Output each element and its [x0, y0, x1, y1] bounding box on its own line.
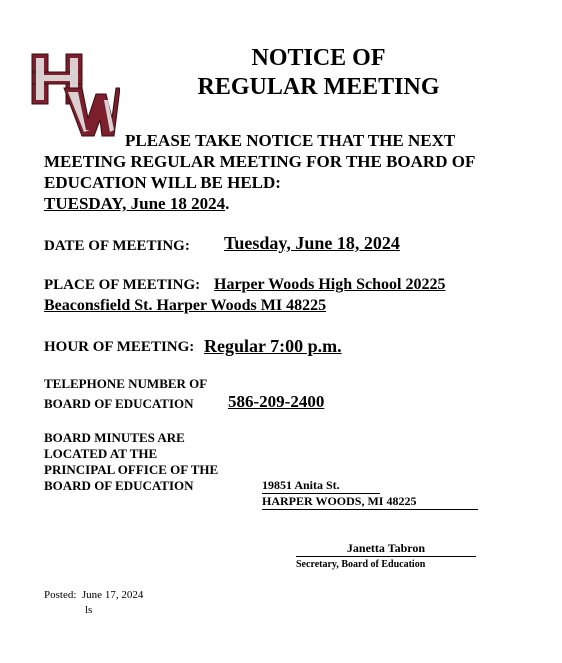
minutes-address-line-2: [262, 494, 478, 510]
minutes-line-2: LOCATED AT THE: [44, 446, 158, 461]
date-label: DATE OF MEETING:: [44, 238, 190, 254]
minutes-address-line-1: [262, 478, 380, 494]
place-value-line-2: Beaconsfield St. Harper Woods MI 48225: [44, 297, 327, 314]
telephone-label-line-1: TELEPHONE NUMBER OF: [44, 376, 208, 391]
notice-line-4: [44, 194, 229, 214]
posted-initials: ls: [85, 604, 93, 616]
place-value-line-1: Harper Woods High School 20225: [214, 276, 446, 293]
signature-name-text: Janetta Tabron: [296, 541, 476, 557]
title-line-1: NOTICE OF: [251, 45, 386, 71]
notice-date: TUESDAY, June 18 2024: [44, 194, 226, 213]
title-line-2: REGULAR MEETING: [197, 74, 440, 100]
notice-line-2: MEETING REGULAR MEETING FOR THE BOARD OF: [44, 152, 476, 171]
address-street: 19851 Anita St.: [262, 478, 380, 494]
date-value: Tuesday, June 18, 2024: [224, 233, 400, 253]
notice-period: .: [225, 194, 230, 213]
posted-date: June 17, 2024: [81, 589, 144, 601]
telephone-value: 586-209-2400: [228, 392, 325, 411]
posted-label: Posted:: [44, 589, 77, 601]
signature-name: [296, 541, 476, 557]
place-label: PLACE OF MEETING:: [44, 277, 201, 293]
hour-label: HOUR OF MEETING:: [44, 339, 195, 355]
signature-title: Secretary, Board of Education: [296, 559, 426, 570]
minutes-line-1: BOARD MINUTES ARE: [44, 430, 185, 445]
notice-line-1: PLEASE TAKE NOTICE THAT THE NEXT: [125, 131, 456, 150]
notice-line-3: EDUCATION WILL BE HELD:: [44, 173, 281, 192]
telephone-label-line-2: BOARD OF EDUCATION: [44, 396, 194, 411]
minutes-line-3: PRINCIPAL OFFICE OF THE: [44, 462, 219, 477]
hour-value: Regular 7:00 p.m.: [204, 336, 342, 356]
posted-line: [44, 589, 143, 601]
minutes-line-4: BOARD OF EDUCATION: [44, 478, 194, 493]
address-city: HARPER WOODS, MI 48225: [262, 494, 478, 510]
